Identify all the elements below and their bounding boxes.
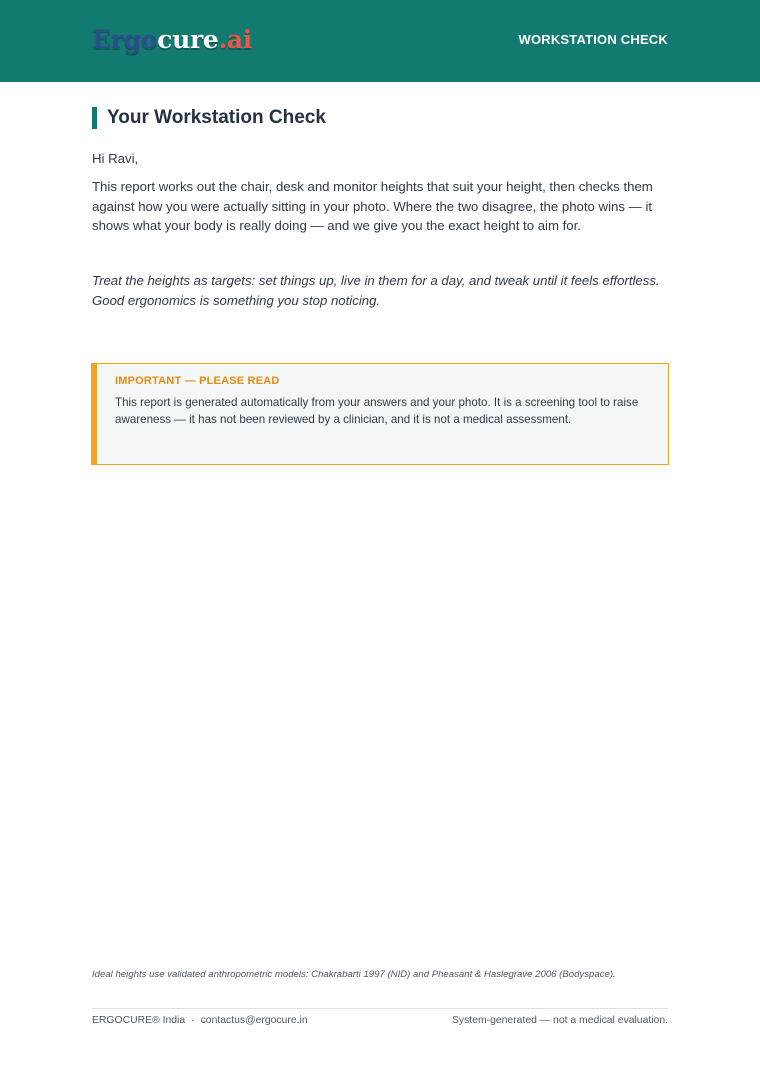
targets-note: Treat the heights as targets: set things up, live in them for a day, and tweak until it feels effortless. Good ergonomics is something you stop noticing. — [92, 273, 660, 308]
logo-part-cure: cure — [157, 25, 219, 54]
logo-part-ergo: Ergo — [92, 25, 158, 54]
citation-note: Ideal heights use validated anthropometric models: Chakrabarti 1997 (NID) and Pheasant & Haslegrave 2006 (Bodyspace). — [92, 969, 616, 980]
footer-disclaimer: System-generated — not a medical evaluation. — [451, 1015, 668, 1026]
notice-text: This report is generated automatically from your answers and your photo. It is a screening tool to raise awareness — it has not been reviewed by a clinician, and it is not a medical assessment. — [115, 396, 639, 426]
footer-separator: · — [191, 1015, 195, 1026]
logo-part-ai: .ai — [218, 25, 252, 54]
footer-company: ERGOCURE® India — [92, 1015, 186, 1026]
greeting: Hi Ravi, — [92, 151, 139, 166]
notice-heading: IMPORTANT — PLEASE READ — [115, 375, 280, 387]
page-title: Your Workstation Check — [92, 107, 326, 129]
intro-paragraph: This report works out the chair, desk and monitor heights that suit your height, then checks them against how you were actually sitting in your photo. Where the two disagree, the photo wins — it shows what your body is really doing — and we give you the exact height to aim for. — [92, 179, 653, 234]
footer-divider — [92, 1008, 668, 1009]
page-header — [0, 0, 760, 82]
important-notice — [91, 363, 669, 465]
ergocure-logo — [92, 23, 252, 57]
header-title: WORKSTATION CHECK — [518, 32, 668, 47]
footer-contact — [92, 1015, 308, 1026]
footer-email-link[interactable]: contactus@ergocure.in — [200, 1015, 308, 1026]
